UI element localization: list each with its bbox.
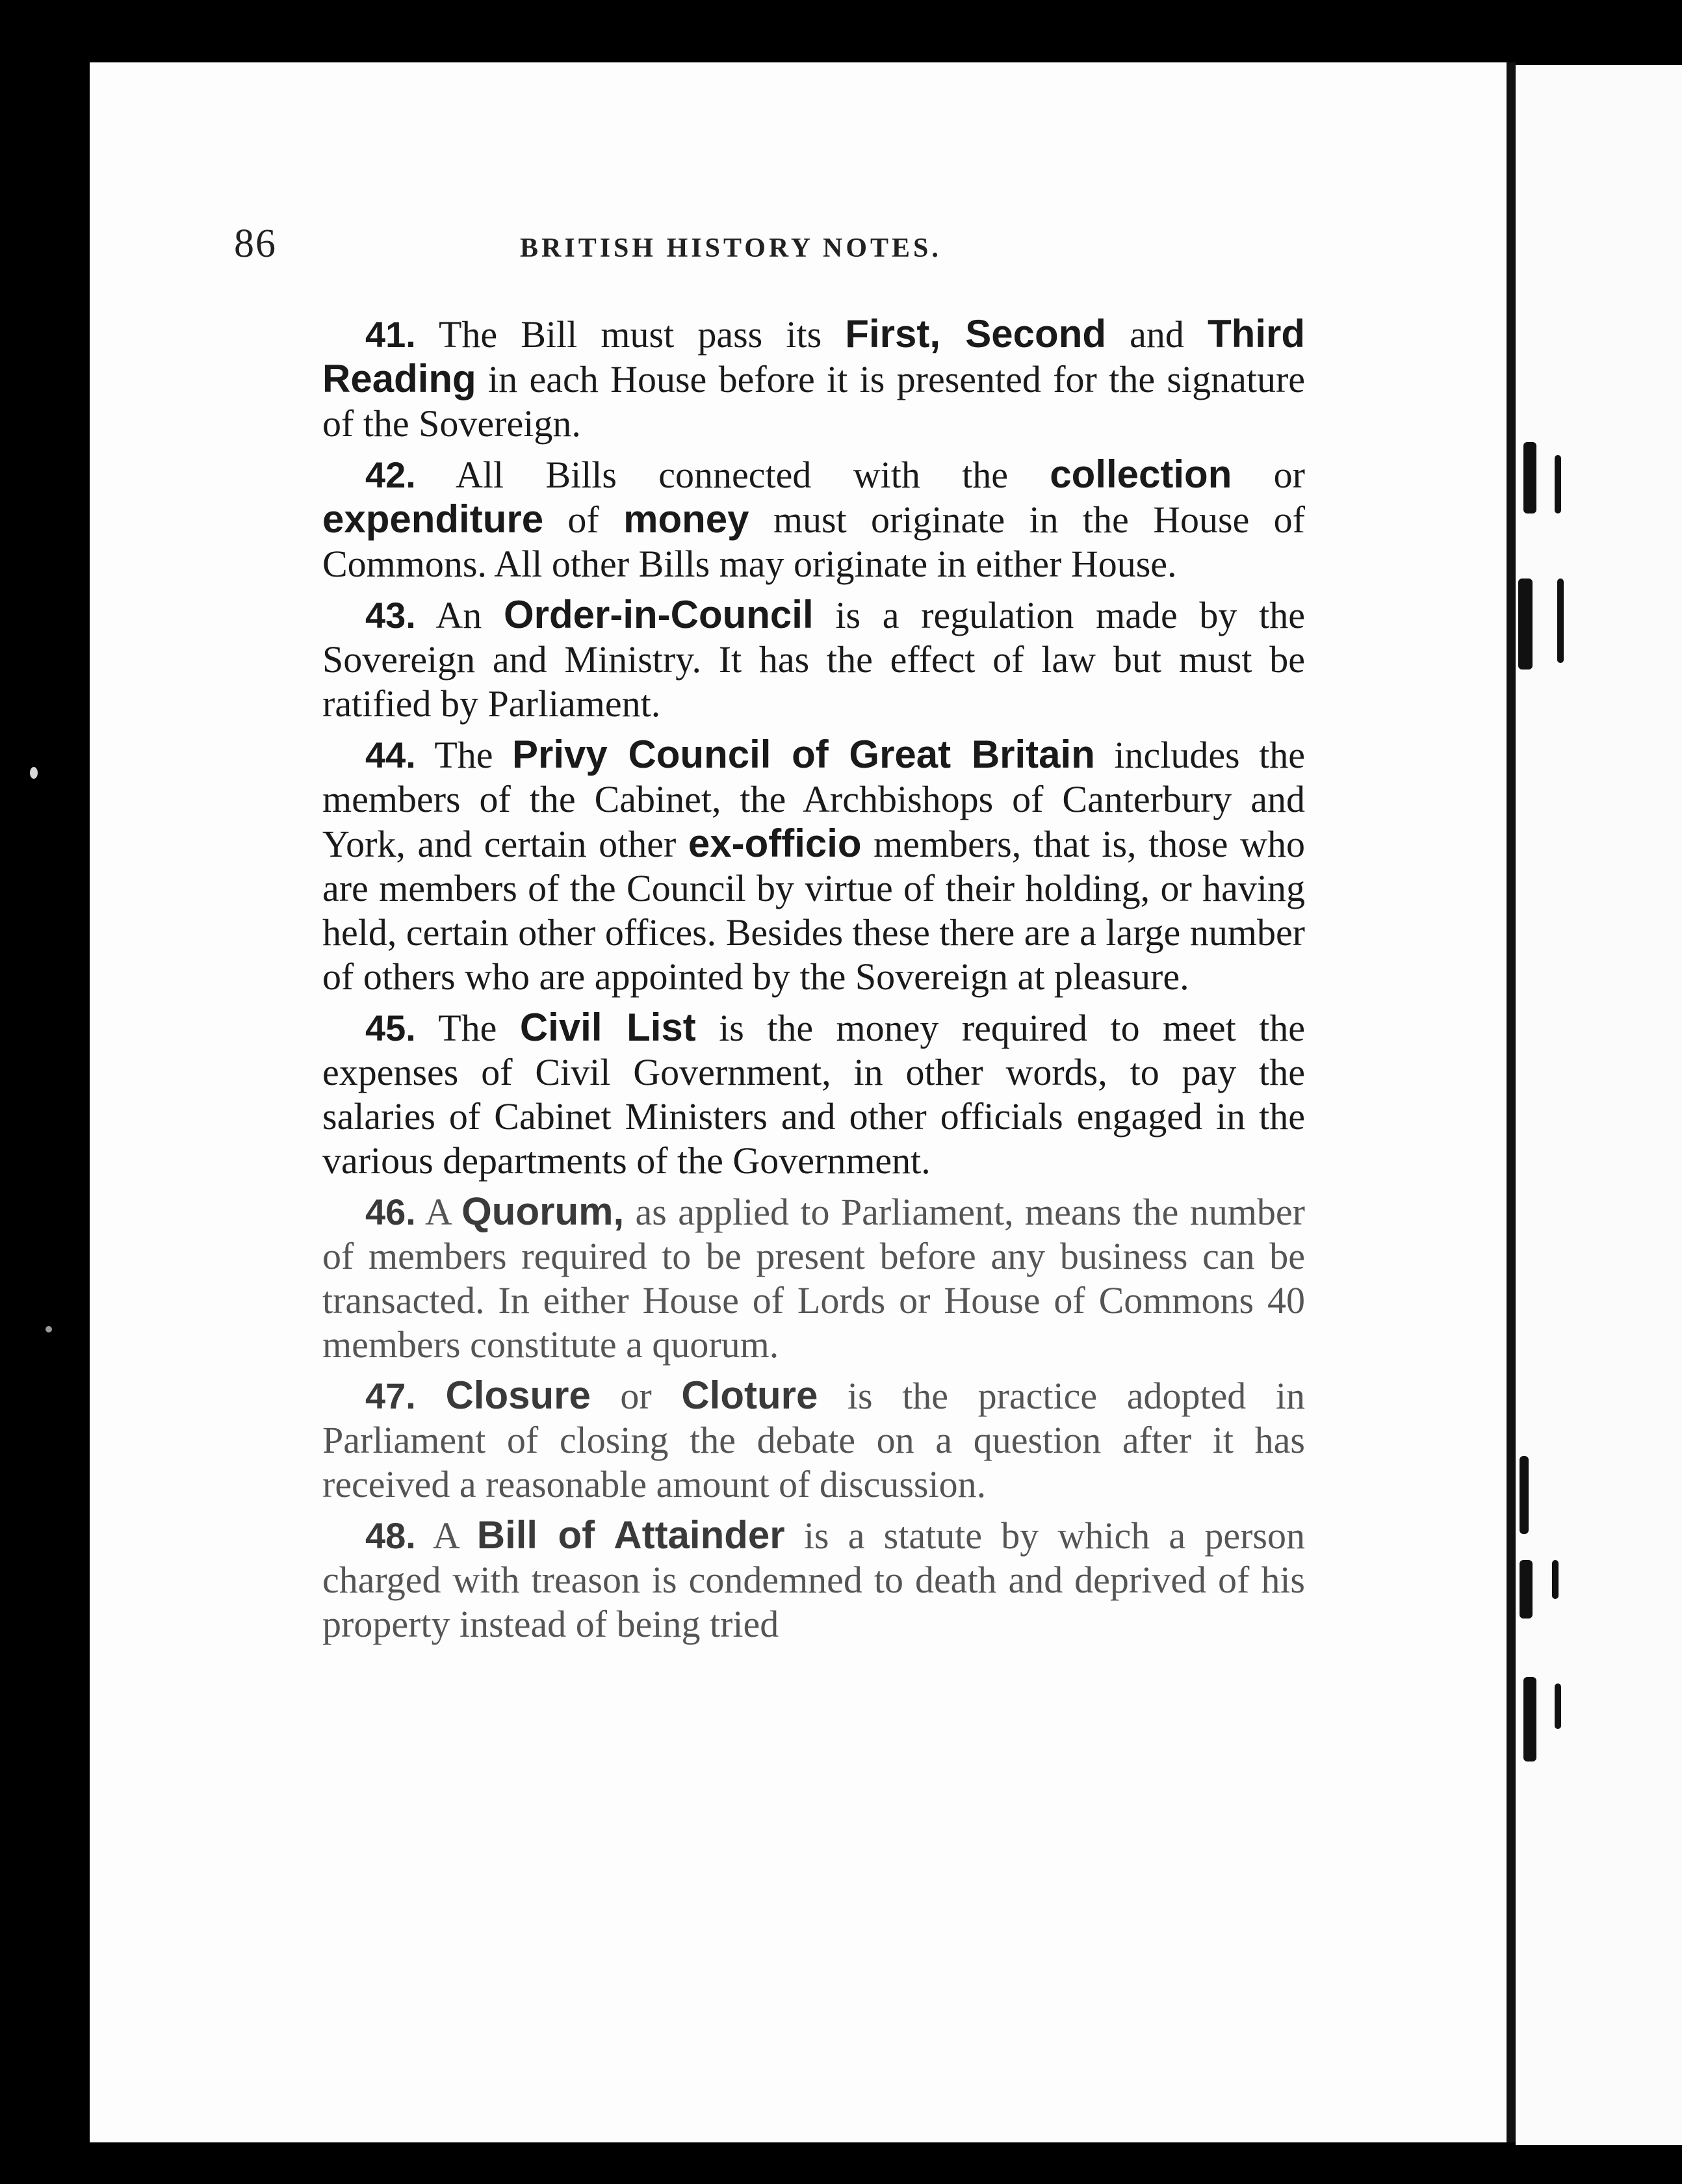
scan-speck: [45, 1326, 52, 1332]
text-segment: is the money required to meet the expenses of Civil Government, in other words, to pay the salaries of Cabinet Ministers and other officials engaged in the various departments of the Government.: [322, 1007, 1305, 1182]
text-segment: and: [1106, 313, 1208, 356]
ink-mark: [1552, 1560, 1559, 1599]
bold-term: Privy Council of Great Britain: [512, 733, 1095, 776]
bold-term: collection: [1050, 452, 1232, 496]
paragraph-number: 45.: [365, 1008, 416, 1048]
text-segment: A: [415, 1514, 477, 1557]
scan-speck: [30, 767, 38, 779]
text-segment: or: [590, 1375, 682, 1417]
bold-term: ex-officio: [688, 822, 862, 865]
text-segment: The: [415, 1007, 520, 1049]
paragraph-43: [322, 593, 1305, 726]
page-body: [322, 312, 1305, 1653]
page-gutter: [1507, 62, 1516, 2142]
text-segment: in each House before it is presented for the signature of the Sovereign.: [322, 358, 1305, 445]
text-segment: [416, 1375, 446, 1417]
text-segment: An: [415, 594, 504, 636]
text-segment: is a statute by which a person charged with treason is condemned to death and deprived of his property instead of being tried: [322, 1514, 1305, 1645]
bold-term: Quorum,: [461, 1190, 625, 1233]
bold-term: money: [623, 497, 749, 541]
paragraph-number: 48.: [365, 1515, 416, 1556]
text-segment: includes the members of the Cabinet, the Archbishops of Canterbury and York, and certain other: [322, 734, 1305, 865]
text-segment: All Bills connected with the: [415, 454, 1050, 496]
bold-term: Civil List: [519, 1006, 696, 1049]
text-segment: or: [1232, 454, 1305, 496]
text-segment: is a regulation made by the Sovereign and Ministry. It has the effect of law but must be ratified by Parliament.: [322, 594, 1305, 725]
ink-mark: [1555, 455, 1561, 514]
paragraph-number: 44.: [365, 734, 416, 775]
text-segment: The Bill must pass its: [415, 313, 846, 356]
paragraph-number: 46.: [365, 1191, 416, 1232]
bold-term: First, Second: [845, 312, 1106, 356]
bold-term: Closure: [445, 1373, 591, 1417]
ink-mark: [1520, 1456, 1529, 1534]
text-segment: A: [415, 1191, 462, 1233]
ink-mark: [1523, 1677, 1536, 1762]
ink-mark: [1555, 1684, 1561, 1729]
paragraph-number: 43.: [365, 595, 416, 636]
bold-term: Cloture: [681, 1373, 818, 1417]
ink-mark: [1520, 1560, 1533, 1618]
paragraph-41: [322, 312, 1305, 446]
bold-term: Order-in-Council: [503, 593, 814, 636]
text-segment: members, that is, those who are members of the Council by virtue of their holding, or having held, certain other offices. Besides these there are a large number of others who are appointed by the Sovereign at pleasure.: [322, 823, 1305, 998]
text-segment: is the practice adopted in Parliament of closing the debate on a question after it has received a reasonable amount of discussion.: [322, 1375, 1306, 1505]
ink-mark: [1518, 578, 1533, 670]
bold-term: Third Reading: [322, 312, 1305, 400]
text-segment: The: [415, 734, 512, 776]
paragraph-number: 41.: [365, 314, 416, 355]
ink-mark: [1557, 578, 1564, 663]
running-title: BRITISH HISTORY NOTES.: [520, 233, 942, 263]
paragraph-48: [322, 1513, 1305, 1646]
ink-mark: [1523, 442, 1536, 514]
bold-term: expenditure: [322, 497, 544, 541]
paragraph-number: 42.: [365, 454, 416, 495]
paragraph-45: [322, 1006, 1305, 1183]
paragraph-44: [322, 733, 1305, 999]
paragraph-number: 47.: [365, 1375, 416, 1416]
text-segment: must originate in the House of Commons. All other Bills may originate in either House.: [322, 499, 1305, 585]
text-segment: as applied to Parliament, means the number of members required to be present before any business can be transacted. In either House of Lords or House of Commons 40 members constitute a quorum.: [322, 1191, 1305, 1366]
paragraph-42: [322, 452, 1305, 586]
facing-page-edge: [1516, 65, 1682, 2145]
paragraph-47: [322, 1373, 1305, 1507]
bold-term: Bill of Attainder: [476, 1513, 785, 1557]
paragraph-46: [322, 1190, 1305, 1367]
text-segment: of: [543, 499, 624, 541]
page-header: [234, 221, 1300, 273]
page-number: 86: [234, 222, 277, 266]
